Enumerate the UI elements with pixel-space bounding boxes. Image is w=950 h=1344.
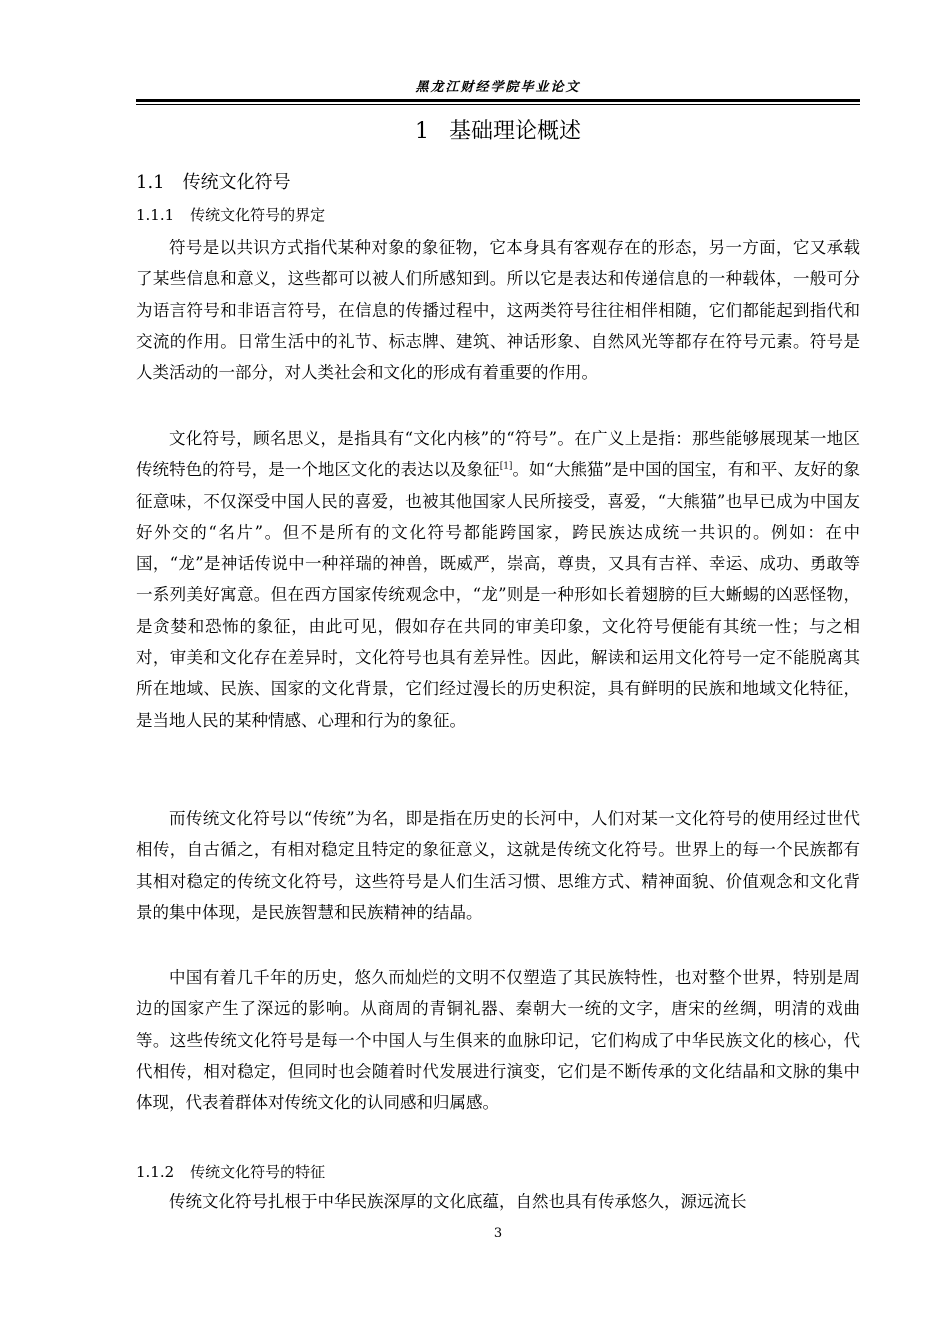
subsection-title: 传统文化符号的界定 (190, 206, 326, 224)
subsection-heading-definition (136, 204, 860, 226)
chapter-heading (136, 116, 860, 148)
subsection-number: 1.1.1 (136, 206, 175, 224)
header-rule-thin (136, 104, 860, 105)
header-rule-thick (136, 99, 860, 102)
paragraph-cultural-symbol (136, 423, 860, 736)
section-heading (136, 170, 860, 196)
running-header: 黑龙江财经学院毕业论文 (415, 80, 581, 95)
paragraph-chinese-history: 中国有着几千年的历史，悠久而灿烂的文明不仅塑造了其民族特性，也对整个世界，特别是周边的国家产生了深远的影响。从商周的青铜礼器、秦朝大一统的文字，唐宋的丝绸，明清的戏曲等。这些传统文化符号是每一个中国人与生俱来的血脉印记，它们构成了中华民族文化的核心，代代相传，相对稳定，但同时也会随着时代发展进行演变，它们是不断传承的文化结晶和文脉的集中体现，代表着群体对传统文化的认同感和归属感。 (136, 968, 860, 1113)
paragraph-symbol-definition: 符号是以共识方式指代某种对象的象征物，它本身具有客观存在的形态，另一方面，它又承载了某些信息和意义，这些都可以被人们所感知到。所以它是表达和传递信息的一种载体，一般可分为语言符号和非语言符号，在信息的传播过程中，这两类符号往往相伴相随，它们都能起到指代和交流的作用。日常生活中的礼节、标志牌、建筑、神话形象、自然风光等都存在符号元素。符号是人类活动的一部分，对人类社会和文化的形成有着重要的作用。 (136, 238, 860, 383)
subsection-number: 1.1.2 (136, 1163, 175, 1181)
subsection-heading-characteristics (136, 1161, 860, 1183)
subsection-title: 传统文化符号的特征 (190, 1163, 326, 1181)
paragraph-text-after-citation: 。如“大熊猫”是中国的国宝，有和平、友好的象征意味，不仅深受中国人民的喜爱，也被其他国家人民所接受，喜爱，“大熊猫”也早已成为中国友好外交的“名片”。但不是所有的文化符号都能跨国家，跨民族达成统一共识的。例如：在中国，“龙”是神话传说中一种祥瑞的神兽，既威严，崇高，尊贵，又具有吉祥、幸运、成功、勇敢等一系列美好寓意。但在西方国家传统观念中，“龙”则是一种形如长着翅膀的巨大蜥蜴的凶恶怪物，是贪婪和恐怖的象征，由此可见，假如存在共同的审美印象，文化符号便能有其统一性；与之相对，审美和文化存在差异时，文化符号也具有差异性。因此，解读和运用文化符号一定不能脱离其所在地域、民族、国家的文化背景，它们经过漫长的历史积淀，具有鲜明的民族和地域文化特征，是当地人民的某种情感、心理和行为的象征。 (136, 460, 860, 730)
chapter-title: 基础理论概述 (448, 119, 581, 144)
page-number: 3 (493, 1226, 503, 1241)
citation-marker: [1] (499, 461, 513, 472)
chapter-number: 1 (414, 119, 429, 144)
paragraph-text-before-citation: 文化符号，顾名思义，是指具有“文化内核”的“符号”。在广义上是指：那些能够展现某一地区传统特色的符号，是一个地区文化的表达以及象征 (136, 429, 860, 480)
paragraph-traditional-cultural-symbol: 而传统文化符号以“传统”为名，即是指在历史的长河中，人们对某一文化符号的使用经过世代相传，自古循之，有相对稳定且特定的象征意义，这就是传统文化符号。世界上的每一个民族都有其相对稳定的传统文化符号，这些符号是人们生活习惯、思维方式、精神面貌、价值观念和文化背景的集中体现，是民族智慧和民族精神的结晶。 (136, 809, 860, 922)
section-number: 1.1 (136, 172, 165, 193)
paragraph-characteristics-intro: 传统文化符号扎根于中华民族深厚的文化底蕴，自然也具有传承悠久，源远流长 (169, 1192, 747, 1211)
section-title: 传统文化符号 (182, 172, 291, 193)
